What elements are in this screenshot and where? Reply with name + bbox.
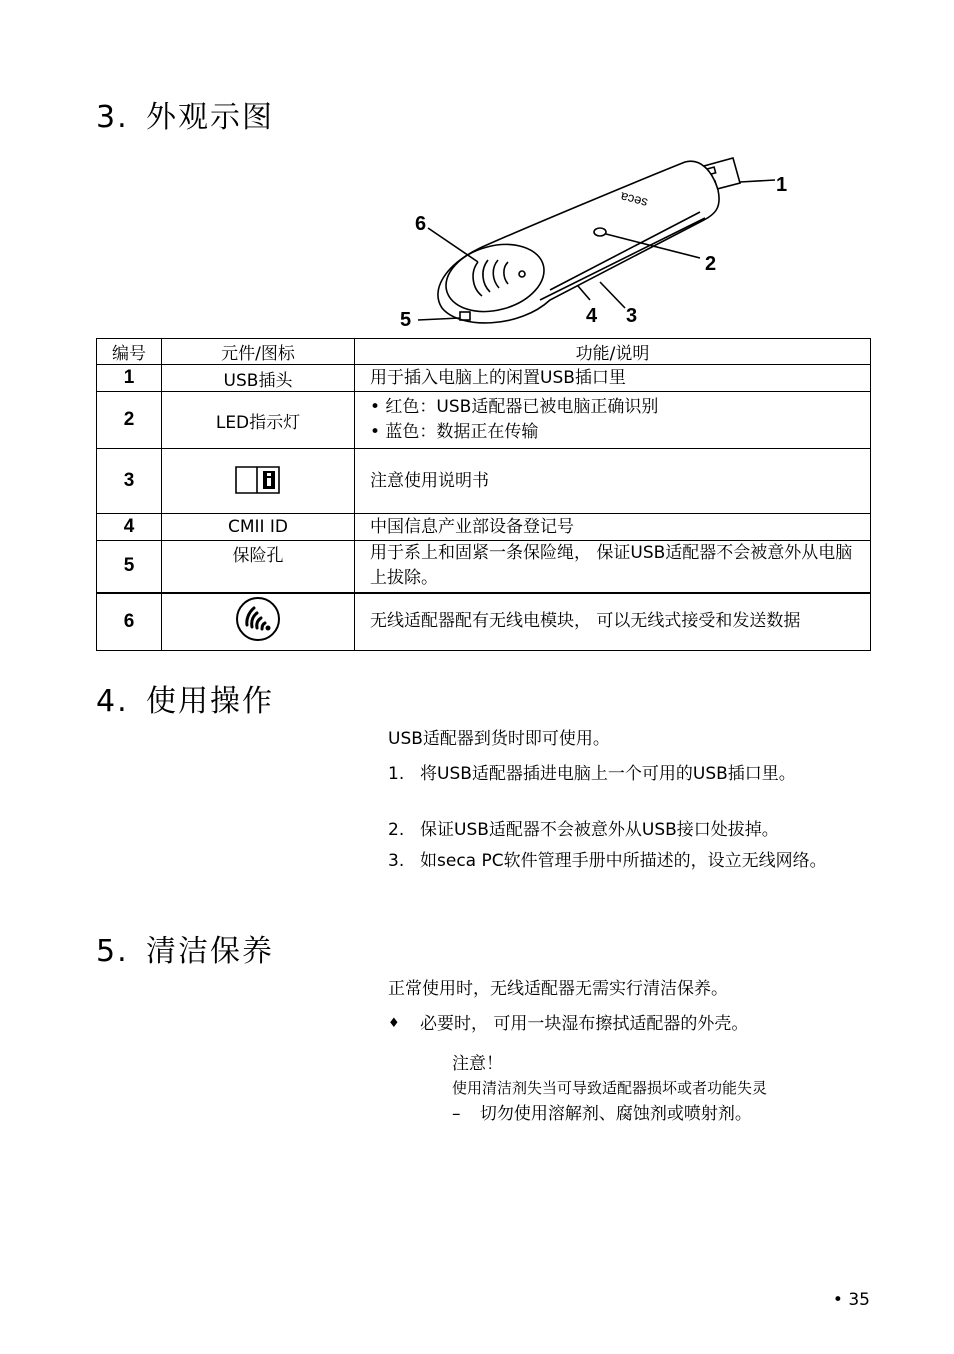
callout-6: 6 xyxy=(415,213,427,235)
desc-line: • 红色：USB适配器已被电脑正确识别 xyxy=(370,397,659,417)
section-5-heading xyxy=(96,926,274,970)
section-title: 清洁保养 xyxy=(146,934,274,969)
section-title: 外观示图 xyxy=(146,100,274,135)
row-number: 5 xyxy=(97,541,162,593)
wireless-icon xyxy=(234,595,282,643)
desc-line: • 蓝色：数据正在传输 xyxy=(370,422,539,442)
usage-intro: USB适配器到货时即可使用。 xyxy=(388,729,610,749)
note-text: 使用清洁剂失当可导致适配器损坏或者功能失灵 xyxy=(452,1079,768,1097)
callout-1: 1 xyxy=(776,174,788,196)
section-3-heading xyxy=(96,92,274,136)
note-item xyxy=(452,1102,752,1126)
table-row xyxy=(97,541,871,593)
table-row xyxy=(97,392,871,449)
table-row xyxy=(97,514,871,541)
row-part-icon xyxy=(162,449,355,514)
row-desc xyxy=(355,392,871,449)
row-desc: 用于插入电脑上的闲置USB插口里 xyxy=(355,365,871,392)
section-number: 4. xyxy=(96,684,129,719)
manual-info-icon xyxy=(233,463,283,495)
table-row xyxy=(97,365,871,392)
row-number: 3 xyxy=(97,449,162,514)
row-number: 1 xyxy=(97,365,162,392)
callout-3: 3 xyxy=(626,305,638,327)
section-number: 5. xyxy=(96,934,129,969)
section-number: 3. xyxy=(96,100,129,135)
row-number: 6 xyxy=(97,593,162,651)
bullet-icon: ♦ xyxy=(388,1016,400,1031)
row-desc: 中国信息产业部设备登记号 xyxy=(355,514,871,541)
row-desc: 注意使用说明书 xyxy=(355,449,871,514)
step-number: 1. xyxy=(388,764,405,784)
bullet-text: 必要时， 可用一块湿布擦拭适配器的外壳。 xyxy=(420,1014,749,1034)
row-number: 4 xyxy=(97,514,162,541)
row-desc: 用于系上和固紧一条保险绳， 保证USB适配器不会被意外从电脑上拔除。 xyxy=(355,541,871,593)
page-number: • 35 xyxy=(832,1290,870,1310)
cleaning-intro: 正常使用时，无线适配器无需实行清洁保养。 xyxy=(388,979,728,999)
usb-adapter-drawing xyxy=(400,150,800,340)
step-text: 将USB适配器插进电脑上一个可用的USB插口里。 xyxy=(420,764,796,784)
step-number: 3. xyxy=(388,851,405,871)
section-4-heading xyxy=(96,676,274,720)
callout-2: 2 xyxy=(705,253,717,275)
header-function: 功能/说明 xyxy=(355,339,871,365)
list-item xyxy=(388,762,868,812)
section-title: 使用操作 xyxy=(146,684,274,719)
header-part: 元件/图标 xyxy=(162,339,355,365)
note-item-text: 切勿使用溶解剂、腐蚀剂或喷射剂。 xyxy=(479,1104,752,1124)
row-number: 2 xyxy=(97,392,162,449)
table-header-row xyxy=(97,339,871,365)
row-part: 保险孔 xyxy=(162,541,355,593)
dash-icon: – xyxy=(452,1104,461,1124)
table-row xyxy=(97,449,871,514)
row-part-icon xyxy=(162,593,355,651)
step-text: 保证USB适配器不会被意外从USB接口处拔掉。 xyxy=(420,820,779,840)
row-part: CMII ID xyxy=(162,514,355,541)
table-row xyxy=(97,593,871,651)
brand-label: seca xyxy=(618,189,650,211)
row-part: USB插头 xyxy=(162,365,355,392)
callout-5: 5 xyxy=(400,309,412,331)
usb-adapter-figure xyxy=(400,150,800,340)
note-title: 注意！ xyxy=(452,1054,503,1074)
callout-4: 4 xyxy=(586,305,598,327)
step-number: 2. xyxy=(388,820,405,840)
step-text: 如seca PC软件管理手册中所描述的，设立无线网络。 xyxy=(420,851,827,871)
row-part: LED指示灯 xyxy=(162,392,355,449)
row-desc: 无线适配器配有无线电模块， 可以无线式接受和发送数据 xyxy=(355,593,871,651)
parts-table xyxy=(96,338,871,651)
header-number: 编号 xyxy=(97,339,162,365)
